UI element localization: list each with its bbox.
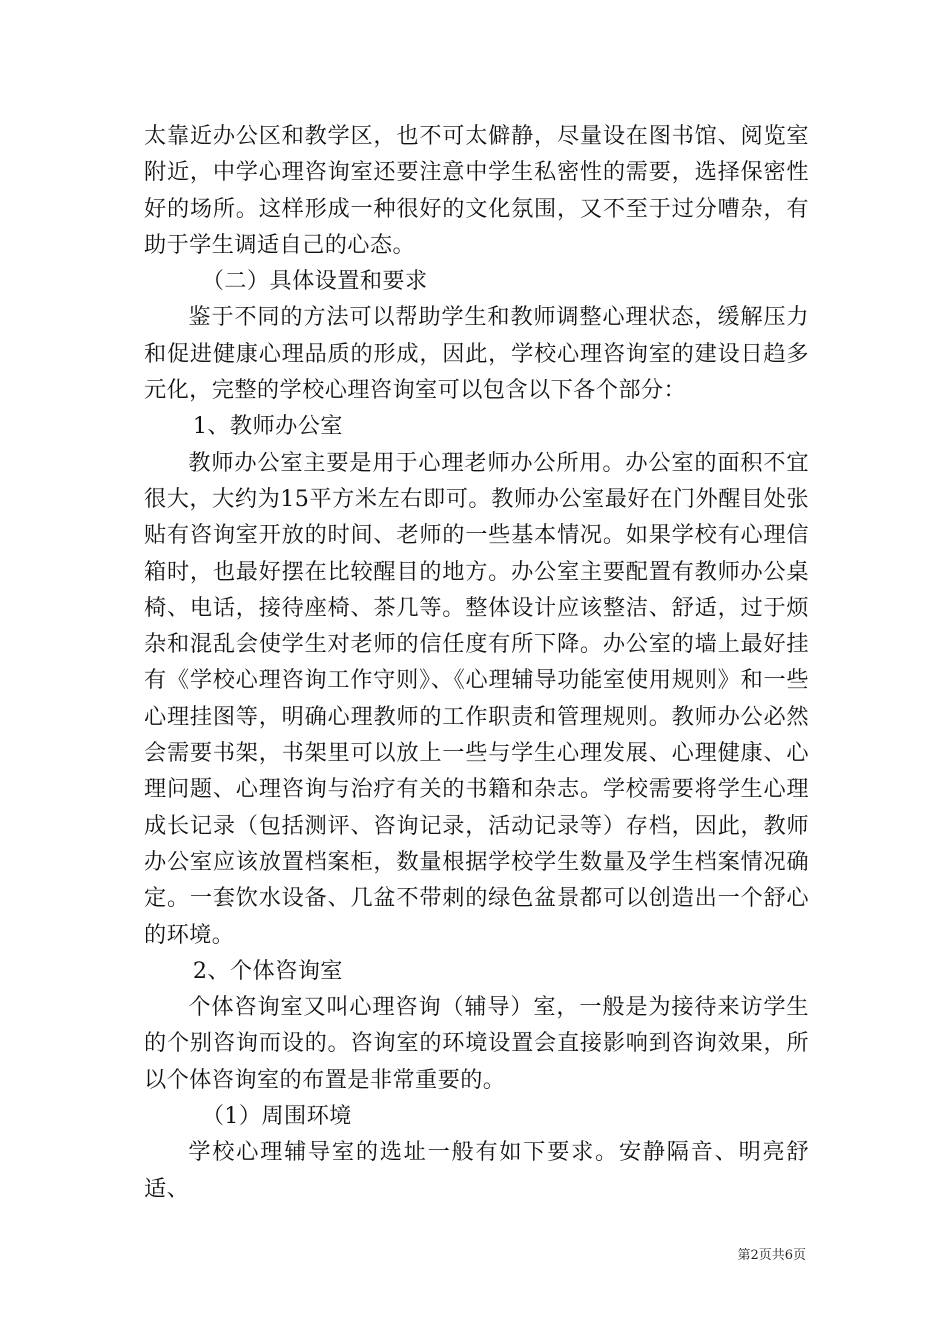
paragraph-setup-intro: 鉴于不同的方法可以帮助学生和教师调整心理状态，缓解压力和促进健康心理品质的形成，因此，学校心理咨询室的建设日趋多元化，完整的学校心理咨询室可以包含以下各个部分： — [144, 304, 809, 404]
page-number-footer: 第2页共6页 — [737, 1248, 806, 1263]
subheading-surroundings: （1）周围环境 — [201, 1103, 352, 1130]
paragraph-teacher-office: 教师办公室主要是用于心理老师办公所用。办公室的面积不宜很大，大约为15平方米左右即可。教师办公室最好在门外醒目处张贴有咨询室开放的时间、老师的一些基本情况。如果学校有心理信箱时，也最好摆在比较醒目的地方。办公室主要配置有教师办公桌椅、电话，接待座椅、茶几等。整体设计应该整洁、舒适，过于烦杂和混乱会使学生对老师的信任度有所下降。办公室的墙上最好挂有《学校心理咨询工作守则》、《心理辅导功能室使用规则》和一些心理挂图等，明确心理教师的工作职责和管理规则。教师办公必然会需要书架，书架里可以放上一些与学生心理发展、心理健康、心理问题、心理咨询与治疗有关的书籍和杂志。学校需要将学生心理成长记录（包括测评、咨询记录，活动记录等）存档，因此，教师办公室应该放置档案柜，数量根据学校学生数量及学生档案情况确定。一套饮水设备、几盆不带刺的绿色盆景都可以创造出一个舒心的环境。 — [144, 449, 809, 948]
paragraph-location-continued: 太靠近办公区和教学区，也不可太僻静，尽量设在图书馆、阅览室附近，中学心理咨询室还要注意中学生私密性的需要，选择保密性好的场所。这样形成一种很好的文化氛围，又不至于过分嘈杂，有助于学生调适自己的心态。 — [144, 123, 809, 258]
paragraph-individual-counseling-room: 个体咨询室又叫心理咨询（辅导）室，一般是为接待来访学生的个别咨询而设的。咨询室的环境设置会直接影响到咨询效果，所以个体咨询室的布置是非常重要的。 — [144, 994, 809, 1093]
subheading-teacher-office: 1、教师办公室 — [192, 413, 343, 440]
document-body — [144, 118, 809, 1207]
section-heading-setup-requirements: （二）具体设置和要求 — [201, 268, 428, 295]
paragraph-site-requirements: 学校心理辅导室的选址一般有如下要求。安静隔音、明亮舒适、 — [144, 1139, 809, 1202]
subheading-individual-counseling-room: 2、个体咨询室 — [192, 957, 343, 984]
